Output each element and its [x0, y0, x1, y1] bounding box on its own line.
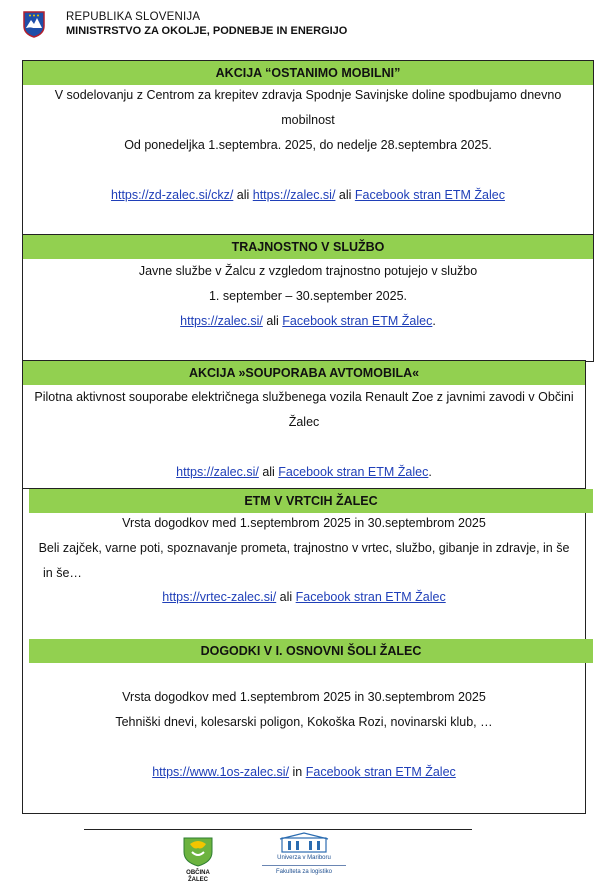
link-1os-zalec[interactable]: https://www.1os-zalec.si/: [152, 765, 290, 779]
section-text: Vrsta dogodkov med 1.septembrom 2025 in 30.septembrom 2025: [122, 516, 486, 530]
link-zalec[interactable]: https://zalec.si/: [180, 314, 263, 328]
section-text: Beli zajček, varne poti, spoznavanje prometa, trajnostno v vrtec, službo, gibanje in zdravje, in še: [38, 541, 570, 555]
section-text: Žalec: [288, 415, 320, 429]
link-facebook-etm[interactable]: Facebook stran ETM Žalec: [282, 314, 433, 328]
section-links: [23, 187, 593, 203]
ministry-title: [66, 10, 347, 38]
section-text: Pilotna aktivnost souporabe električnega službenega vozila Renault Zoe z javnimi zavodi v Občini: [34, 390, 574, 404]
slovenia-coat-of-arms-icon: [22, 10, 46, 38]
link-zalec[interactable]: https://zalec.si/: [176, 465, 259, 479]
university-name: Univerza v Mariboru: [277, 855, 331, 861]
section-dates: 1. september – 30.september 2025.: [208, 289, 408, 303]
link-zalec[interactable]: https://zalec.si/: [252, 188, 336, 202]
footer-divider: [84, 829, 472, 830]
faculty-name: Fakulteta za logistiko: [275, 869, 333, 875]
ministry-label: MINISTRSTVO ZA OKOLJE, PODNEBJE IN ENERGIJO: [66, 25, 348, 37]
section-title: DOGODKI V I. OSNOVNI ŠOLI ŽALEC: [29, 639, 593, 663]
obcina-zalec-logo: [178, 834, 218, 883]
section-links: [23, 764, 585, 780]
section-text: V sodelovanju z Centrom za krepitev zdravja Spodnje Savinjske doline spodbujamo dnevno: [54, 88, 562, 102]
section-etm-vrtci-and-os: [22, 488, 586, 814]
section-ostanimo-mobilni: [22, 60, 594, 236]
zalec-caption-line2: ŽALEC: [188, 877, 208, 883]
section-title: TRAJNOSTNO V SLUŽBO: [23, 235, 593, 259]
link-facebook-etm[interactable]: Facebook stran ETM Žalec: [354, 188, 505, 202]
section-text: Javne službe v Žalcu z vzgledom trajnostno potujejo v službo: [138, 264, 478, 278]
university-logo-divider: [262, 865, 346, 866]
link-separator: ali: [262, 314, 283, 328]
section-trajnostno-v-sluzbo: [22, 234, 594, 362]
link-vrtec-zalec[interactable]: https://vrtec-zalec.si/: [162, 590, 277, 604]
link-separator: ali: [258, 465, 279, 479]
university-building-icon: [258, 832, 350, 854]
zalec-caption: [178, 870, 218, 884]
section-souporaba-avtomobila: [22, 360, 586, 490]
link-facebook-etm[interactable]: Facebook stran ETM Žalec: [295, 590, 446, 604]
link-end: .: [428, 465, 432, 479]
section-text: Tehniški dnevi, kolesarski poligon, Kokoška Rozi, novinarski klub, …: [115, 715, 493, 729]
link-end: .: [432, 314, 436, 328]
section-title: ETM V VRTCIH ŽALEC: [29, 489, 593, 513]
link-facebook-etm[interactable]: Facebook stran ETM Žalec: [305, 765, 456, 779]
section-text: mobilnost: [281, 113, 335, 127]
link-facebook-etm[interactable]: Facebook stran ETM Žalec: [278, 465, 429, 479]
link-separator: in: [289, 765, 306, 779]
link-separator: ali: [233, 188, 253, 202]
link-zd-zalec[interactable]: https://zd-zalec.si/ckz/: [111, 188, 234, 202]
section-title: AKCIJA “OSTANIMO MOBILNI”: [23, 61, 593, 85]
section-links: [23, 589, 585, 605]
section-links: [23, 464, 585, 480]
zalec-caption-line1: OBČINA: [186, 870, 210, 876]
page-header: [22, 8, 582, 44]
zalec-emblem-icon: [178, 834, 218, 868]
republic-label: REPUBLIKA SLOVENIJA: [66, 11, 201, 23]
section-title: AKCIJA »SOUPORABA AVTOMOBILA«: [23, 361, 585, 385]
section-text: Vrsta dogodkov med 1.septembrom 2025 in 30.septembrom 2025: [122, 690, 486, 704]
link-separator: ali: [276, 590, 296, 604]
section-dates: Od ponedeljka 1.septembra. 2025, do nedelje 28.septembra 2025.: [124, 138, 492, 152]
link-separator: ali: [335, 188, 355, 202]
section-text: in še…: [43, 566, 82, 580]
section-links: [23, 313, 593, 329]
univerza-maribor-logo: [258, 832, 350, 882]
